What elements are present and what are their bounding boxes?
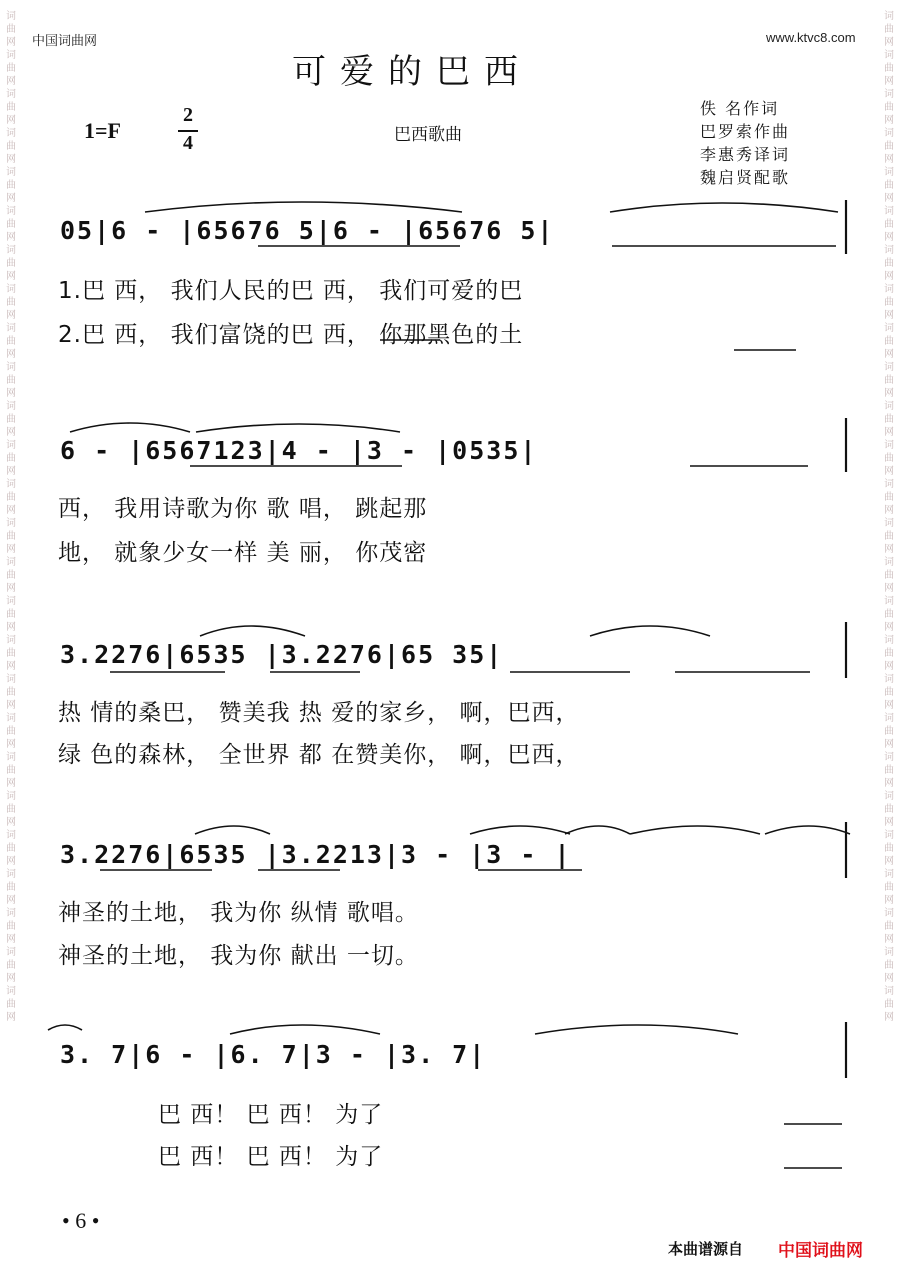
system-1-lyrics-verse-2: 2.巴 西， 我们富饶的巴 西， 你那黑色的土 bbox=[58, 322, 524, 348]
system-5-lyrics-verse-2: 巴 西！ 巴 西！ 为了 bbox=[158, 1144, 384, 1170]
system-4-lyrics-verse-1: 神圣的土地， 我为你 纵情 歌唱。 bbox=[58, 900, 419, 926]
slur-8 bbox=[470, 826, 570, 834]
slur-3 bbox=[70, 423, 190, 432]
slur-5 bbox=[200, 626, 305, 636]
system-2-lyrics-verse-2: 地， 就象少女一样 美 丽， 你茂密 bbox=[58, 540, 428, 566]
time-signature-bottom: 4 bbox=[183, 132, 193, 154]
slur-12 bbox=[48, 1025, 82, 1030]
slur-14 bbox=[535, 1025, 738, 1034]
slur-4 bbox=[196, 424, 400, 432]
subtitle: 巴西歌曲 bbox=[394, 125, 462, 145]
left-watermark-strip: 词曲网词曲网词曲网词曲网词曲网词曲网词曲网词曲网词曲网词曲网词曲网词曲网词曲网词曲网词曲网词曲网词曲网词曲网词曲网词曲网词曲网词曲网词曲网词曲网词曲网词曲网 bbox=[6, 11, 16, 1023]
system-4-notes: 3.2276|6535 |3.2213|3 - |3 - | bbox=[60, 840, 572, 869]
credit-lyricist: 佚 名作词 bbox=[700, 99, 780, 118]
slur-6 bbox=[590, 626, 710, 636]
site-label-left: 中国词曲网 bbox=[32, 33, 98, 48]
song-title: 可爱的巴西 bbox=[292, 52, 532, 92]
system-3-lyrics-verse-1: 热 情的桑巴， 赞美我 热 爱的家乡， 啊，巴西， bbox=[58, 700, 580, 726]
source-site-link[interactable]: 中国词曲网 bbox=[778, 1241, 863, 1261]
slur-11 bbox=[765, 826, 850, 834]
slur-2 bbox=[610, 203, 838, 212]
system-2-notes: 6 - |6567123|4 - |3 - |0535| bbox=[60, 436, 538, 465]
right-watermark-strip: 词曲网词曲网词曲网词曲网词曲网词曲网词曲网词曲网词曲网词曲网词曲网词曲网词曲网词曲网词曲网词曲网词曲网词曲网词曲网词曲网词曲网词曲网词曲网词曲网词曲网词曲网 bbox=[884, 11, 894, 1023]
system-5-notes: 3. 7|6 - |6. 7|3 - |3. 7| bbox=[60, 1040, 487, 1069]
slur-10 bbox=[630, 826, 760, 834]
credit-composer: 巴罗索作曲 bbox=[700, 122, 791, 141]
slur-9 bbox=[565, 826, 630, 834]
credit-arranger: 魏启贤配歌 bbox=[700, 168, 791, 187]
source-label: 本曲谱源自 bbox=[668, 1240, 744, 1258]
key-signature: 1=F bbox=[84, 118, 121, 143]
credit-translator: 李惠秀译词 bbox=[700, 145, 791, 164]
slur-7 bbox=[195, 826, 270, 834]
system-5-lyrics-verse-1: 巴 西！ 巴 西！ 为了 bbox=[158, 1102, 384, 1128]
site-url-right: www.ktvc8.com bbox=[766, 30, 856, 45]
system-3-notes: 3.2276|6535 |3.2276|65 35| bbox=[60, 640, 504, 669]
system-1-lyrics-verse-1: 1.巴 西， 我们人民的巴 西， 我们可爱的巴 bbox=[58, 278, 524, 304]
slur-1 bbox=[145, 202, 462, 212]
system-4-lyrics-verse-2: 神圣的土地， 我为你 献出 一切。 bbox=[58, 943, 419, 969]
system-3-lyrics-verse-2: 绿 色的森林， 全世界 都 在赞美你， 啊，巴西， bbox=[58, 742, 580, 768]
slur-13 bbox=[230, 1025, 380, 1034]
page-number: • 6 • bbox=[62, 1208, 100, 1233]
system-2-lyrics-verse-1: 西， 我用诗歌为你 歌 唱， 跳起那 bbox=[58, 496, 428, 522]
time-signature-top: 2 bbox=[183, 104, 193, 126]
system-1-notes: 05|6 - |65676 5|6 - |65676 5| bbox=[60, 216, 555, 245]
